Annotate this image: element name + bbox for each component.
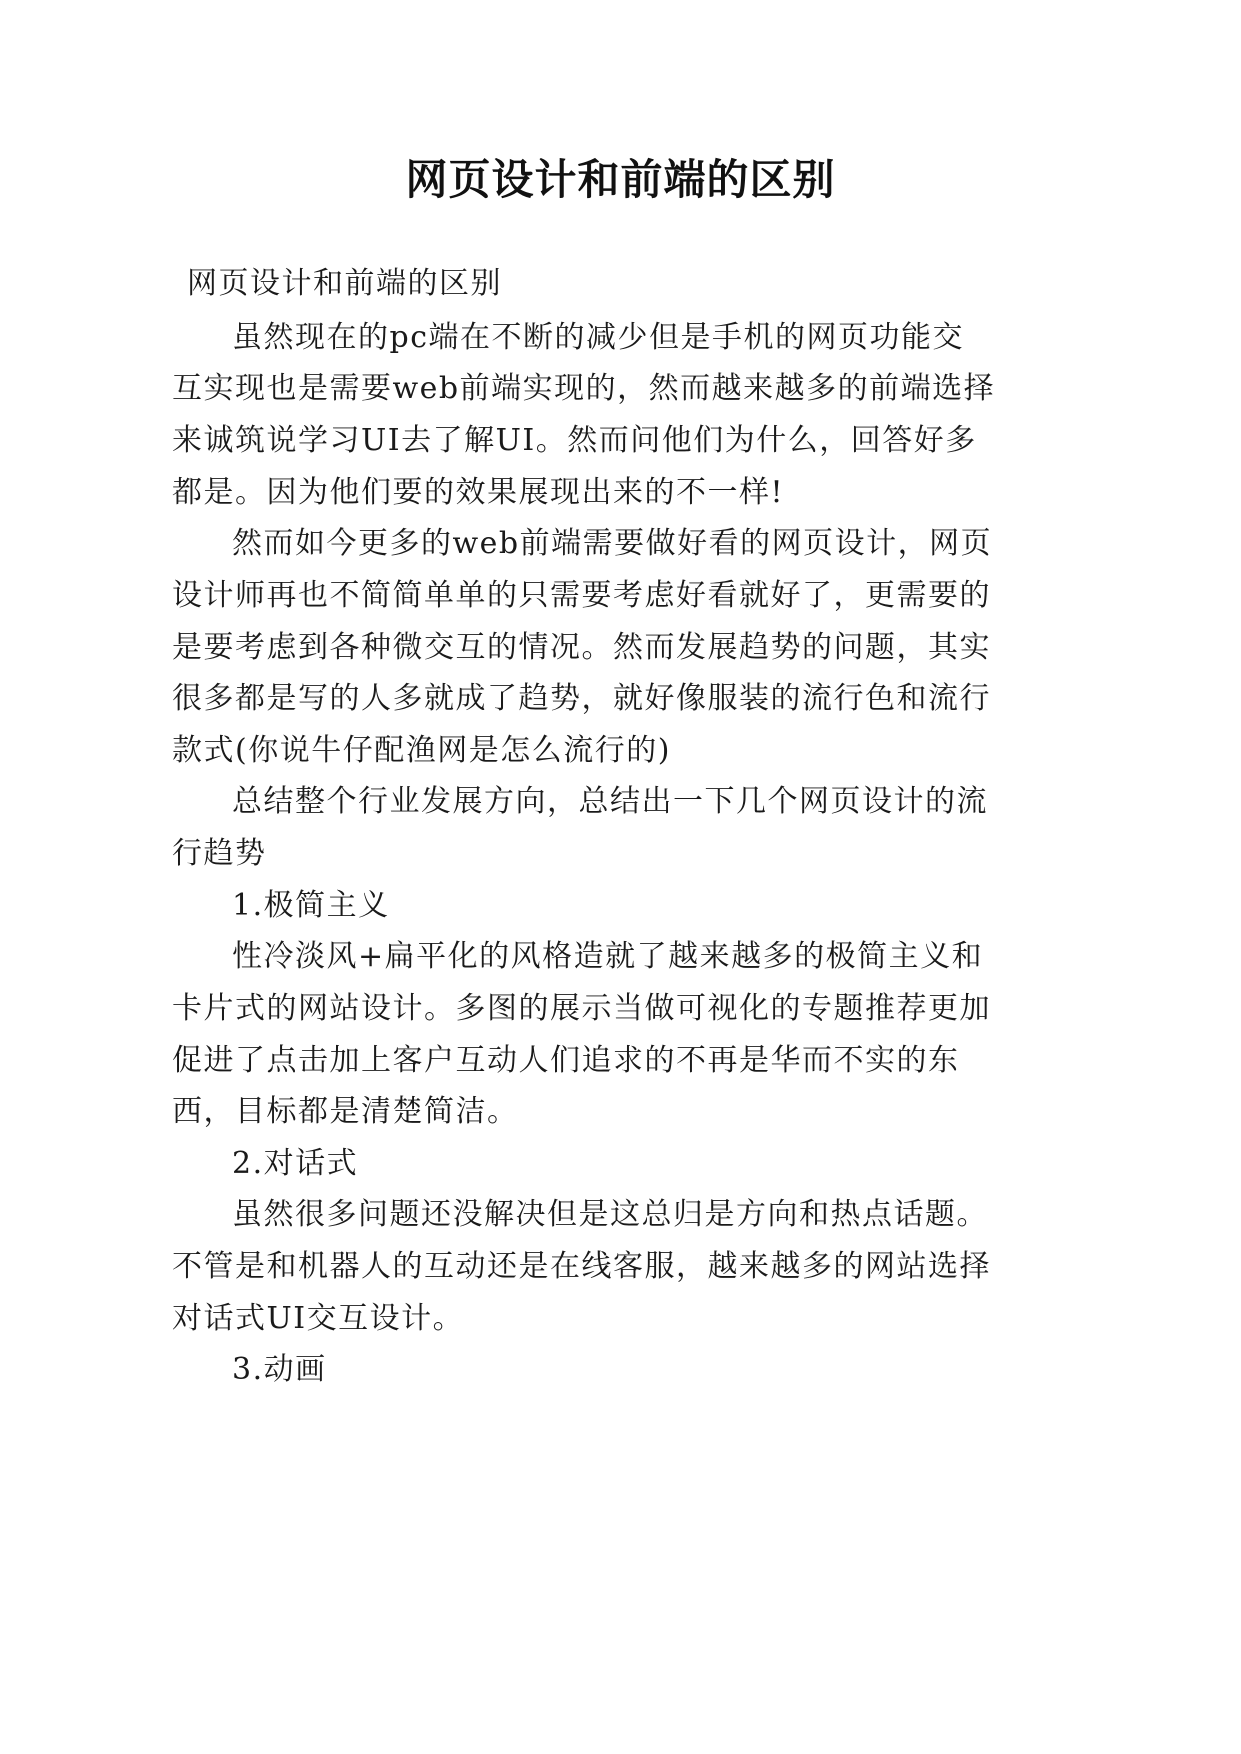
paragraph-line: 款式(你说牛仔配渔网是怎么流行的) — [172, 733, 671, 768]
paragraph-line: 总结整个行业发展方向，总结出一下几个网页设计的流 — [232, 784, 988, 819]
paragraph-line: 虽然现在的pc端在不断的减少但是手机的网页功能交 — [232, 320, 965, 355]
paragraph-line: 不管是和机器人的互动还是在线客服，越来越多的网站选择 — [172, 1249, 991, 1284]
paragraph-line: 是要考虑到各种微交互的情况。然而发展趋势的问题，其实 — [172, 630, 991, 665]
document-title: 网页设计和前端的区别 — [405, 155, 836, 204]
paragraph-line: 互实现也是需要web前端实现的，然而越来越多的前端选择 — [172, 371, 996, 406]
paragraph-line: 然而如今更多的web前端需要做好看的网页设计，网页 — [232, 526, 993, 561]
paragraph-line: 西，目标都是清楚简洁。 — [172, 1094, 519, 1129]
subtitle-line: 网页设计和前端的区别 — [187, 266, 502, 301]
paragraph-line: 卡片式的网站设计。多图的展示当做可视化的专题推荐更加 — [172, 991, 991, 1026]
paragraph-line: 都是。因为他们要的效果展现出来的不一样! — [172, 475, 785, 510]
paragraph-line: 来诚筑说学习UI去了解UI。然而问他们为什么，回答好多 — [172, 423, 977, 458]
section-heading: 3.动画 — [232, 1352, 327, 1387]
section-heading: 1.极简主义 — [232, 888, 390, 923]
section-heading: 2.对话式 — [232, 1146, 359, 1181]
paragraph-line: 促进了点击加上客户互动人们追求的不再是华而不实的东 — [172, 1043, 960, 1078]
paragraph-line: 性冷淡风+扁平化的风格造就了越来越多的极简主义和 — [232, 939, 984, 974]
paragraph-line: 对话式UI交互设计。 — [172, 1301, 465, 1336]
paragraph-line: 很多都是写的人多就成了趋势，就好像服装的流行色和流行 — [172, 681, 991, 716]
paragraph-line: 设计师再也不简简单单的只需要考虑好看就好了，更需要的 — [172, 578, 991, 613]
paragraph-line: 虽然很多问题还没解决但是这总归是方向和热点话题。 — [232, 1197, 988, 1232]
paragraph-line: 行趋势 — [172, 836, 267, 871]
